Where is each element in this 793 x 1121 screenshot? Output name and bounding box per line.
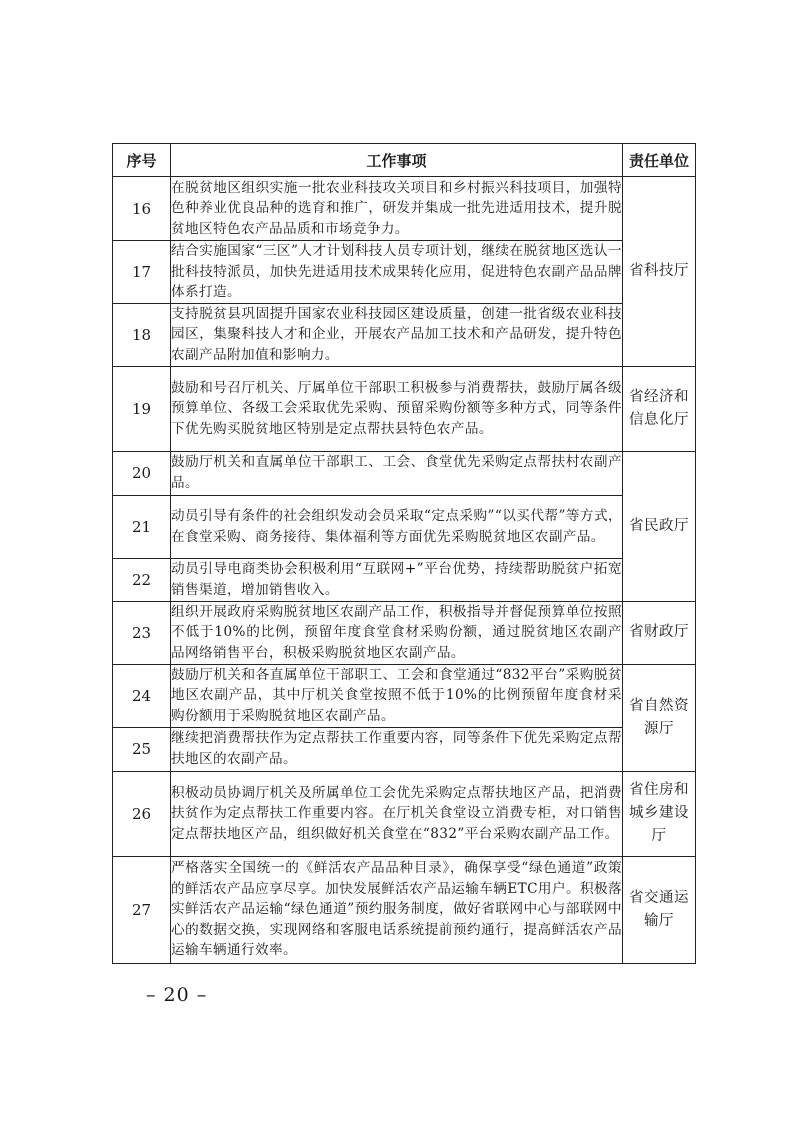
task-table [112,143,696,964]
table-row [113,241,696,304]
row-number: 22 [113,558,171,601]
table-row [113,558,696,601]
row-number: 17 [113,241,171,304]
responsible-unit: 省交通运输厅 [623,856,696,963]
table-row [113,451,696,495]
row-task: 动员引导有条件的社会组织发动会员采取“定点采购”“以买代帮”等方式，在食堂采购、商务接待、集体福利等方面优先采购脱贫地区农副产品。 [171,495,623,558]
row-task: 鼓励厅机关和直属单位干部职工、工会、食堂优先采购定点帮扶村农副产品。 [171,451,623,495]
row-number: 18 [113,303,171,366]
table-row [113,664,696,727]
row-number: 19 [113,366,171,451]
row-number: 27 [113,856,171,963]
responsible-unit: 省住房和城乡建设厅 [623,771,696,856]
row-task: 动员引导电商类协会积极利用“互联网+”平台优势，持续帮助脱贫户拓宽销售渠道，增加销售收入。 [171,558,623,601]
header-serial: 序号 [113,144,171,177]
row-task: 鼓励厅机关和各直属单位干部职工、工会和食堂通过“832平台”采购脱贫地区农副产品，其中厅机关食堂按照不低于10%的比例预留年度食材采购份额用于采购脱贫地区农副产品。 [171,664,623,727]
responsible-unit: 省自然资源厅 [623,664,696,771]
row-number: 20 [113,451,171,495]
responsible-unit: 省民政厅 [623,451,696,601]
table-row [113,727,696,771]
row-number: 23 [113,601,171,664]
row-task: 严格落实全国统一的《鲜活农产品品种目录》，确保享受“绿色通道”政策的鲜活农产品应享尽享。加快发展鲜活农产品运输车辆ETC用户。积极落实鲜活农产品运输“绿色通道”预约服务制度，做好省联网中心与部联网中心的数据交换，实现网络和客服电话系统提前预约通行，提高鲜活农产品运输车辆通行效率。 [171,856,623,963]
page-number: – 20 – [146,984,208,1006]
table-header-row [113,144,696,177]
table-row [113,601,696,664]
header-task: 工作事项 [171,144,623,177]
table-row [113,177,696,241]
table-row [113,495,696,558]
table-row [113,366,696,451]
row-task: 结合实施国家“三区”人才计划科技人员专项计划，继续在脱贫地区选认一批科技特派员，加快先进适用技术成果转化应用，促进特色农副产品品牌体系打造。 [171,241,623,304]
table-row [113,771,696,856]
responsible-unit: 省科技厅 [623,177,696,367]
header-unit: 责任单位 [623,144,696,177]
row-task: 积极动员协调厅机关及所属单位工会优先采购定点帮扶地区产品，把消费扶贫作为定点帮扶工作重要内容。在厅机关食堂设立消费专柜，对口销售定点帮扶地区产品，组织做好机关食堂在“832”平台采购农副产品工作。 [171,771,623,856]
row-number: 26 [113,771,171,856]
row-task: 在脱贫地区组织实施一批农业科技攻关项目和乡村振兴科技项目，加强特色种养业优良品种的选育和推广，研发并集成一批先进适用技术，提升脱贫地区特色农产品品质和市场竞争力。 [171,177,623,241]
row-task: 支持脱贫县巩固提升国家农业科技园区建设质量，创建一批省级农业科技园区，集聚科技人才和企业，开展农产品加工技术和产品研发，提升特色农副产品附加值和影响力。 [171,303,623,366]
row-task: 继续把消费帮扶作为定点帮扶工作重要内容，同等条件下优先采购定点帮扶地区的农副产品。 [171,727,623,771]
table-row [113,856,696,963]
row-number: 25 [113,727,171,771]
responsible-unit: 省财政厅 [623,601,696,664]
row-number: 16 [113,177,171,241]
table-row [113,303,696,366]
row-task: 鼓励和号召厅机关、厅属单位干部职工积极参与消费帮扶，鼓励厅属各级预算单位、各级工会采取优先采购、预留采购份额等多种方式，同等条件下优先购买脱贫地区特别是定点帮扶县特色农产品。 [171,366,623,451]
row-task: 组织开展政府采购脱贫地区农副产品工作，积极指导并督促预算单位按照不低于10%的比例，预留年度食堂食材采购份额，通过脱贫地区农副产品网络销售平台，积极采购脱贫地区农副产品。 [171,601,623,664]
responsible-unit: 省经济和信息化厅 [623,366,696,451]
row-number: 21 [113,495,171,558]
row-number: 24 [113,664,171,727]
